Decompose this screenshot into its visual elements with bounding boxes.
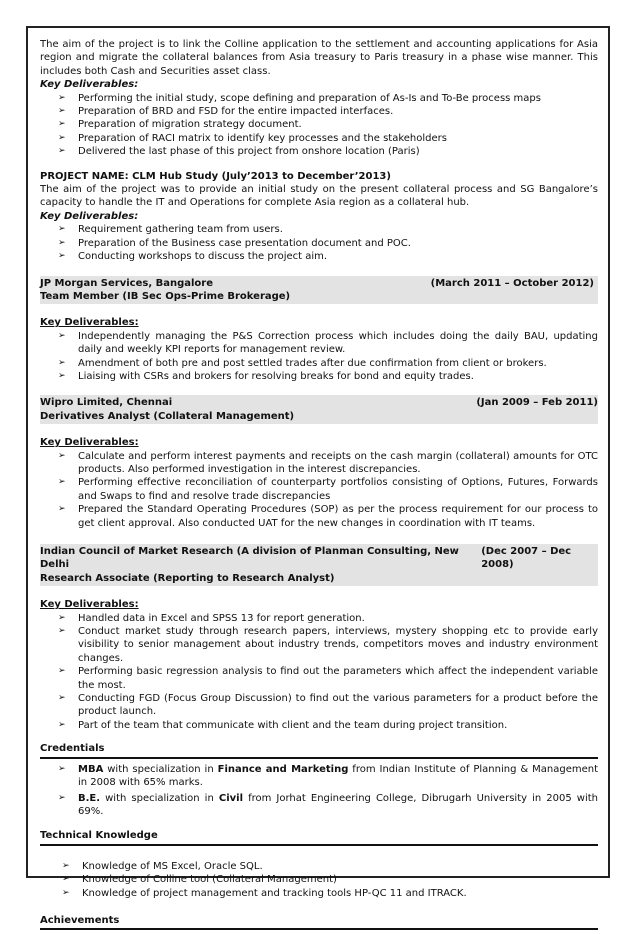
arrow-bullet-icon: ➢ [58, 92, 66, 103]
job-header-wipro [40, 395, 598, 424]
achievements-heading: Achievements [40, 914, 598, 930]
list-item: ➢ Requirement gathering team from users. [58, 224, 283, 236]
list-item: ➢ Handled data in Excel and SPSS 13 for report generation. [58, 612, 365, 624]
list-item: ➢ Delivered the last phase of this project from onshore location (Paris) [58, 146, 420, 158]
arrow-bullet-icon: ➢ [58, 612, 66, 623]
arrow-bullet-icon: ➢ [58, 251, 66, 262]
technical-list [40, 860, 598, 900]
arrow-bullet-icon: ➢ [58, 792, 66, 803]
arrow-bullet-icon: ➢ [58, 119, 66, 130]
arrow-bullet-icon: ➢ [62, 860, 70, 871]
list-item: ➢ Knowledge of Colline tool (Collateral Management) [62, 874, 337, 886]
key-deliverables-heading: Key Deliverables: [40, 437, 139, 449]
project-intro: The aim of the project is to link the Colline application to the settlement and accounting applications for Asia region and migrate the collateral balances from Asia treasury to Paris treasury in a phase wise manner. This includes both Cash and Securities asset class. [40, 39, 598, 77]
company-name: Indian Council of Market Research (A division of Planman Consulting, New Delhi [40, 546, 459, 571]
list-item: ➢ Prepared the Standard Operating Procedures (SOP) as per the process requirement for our process to get client approval. Also conducted UAT for the new changes in coordination with IT teams. [58, 504, 598, 529]
arrow-bullet-icon: ➢ [58, 626, 66, 637]
list-item: ➢ Performing basic regression analysis to find out the parameters which affect the independent variable the most. [58, 666, 598, 691]
list-item: ➢ Amendment of both pre and post settled trades after due confirmation from client or brokers. [58, 357, 547, 369]
arrow-bullet-icon: ➢ [58, 370, 66, 381]
list-item: ➢ Preparation of RACI matrix to identify key processes and the stakeholders [58, 132, 447, 144]
job-dates: (Dec 2007 – Dec 2008) [481, 546, 572, 571]
arrow-bullet-icon: ➢ [58, 763, 66, 774]
credentials-heading: Credentials [40, 742, 598, 758]
project2-description: The aim of the project was to provide an initial study on the present collateral process and SG Bangalore’s capacity to handle the IT and Operations for complete Asia region as a collateral hub. [40, 184, 598, 209]
arrow-bullet-icon: ➢ [58, 477, 66, 488]
company-name: JP Morgan Services, Bangalore [40, 277, 214, 289]
arrow-bullet-icon: ➢ [58, 504, 66, 515]
job3-deliverables [40, 612, 598, 733]
resume-content [40, 38, 598, 934]
list-item: ➢ Calculate and perform interest payments and receipts on the cash margin (collateral) amounts for OTC products. Also performed investigation in the interest discrepancies. [58, 450, 598, 475]
project1-deliverables [40, 92, 598, 159]
job2-deliverables [40, 450, 598, 530]
job-dates: (Jan 2009 – Feb 2011) [476, 397, 598, 409]
arrow-bullet-icon: ➢ [58, 224, 66, 235]
key-deliverables-label: Key Deliverables: [40, 210, 139, 222]
technical-knowledge-heading: Technical Knowledge [40, 829, 598, 845]
list-item: ➢ Conduct market study through research papers, interviews, mystery shopping etc to provide early visibility to senior management about industry trends, competitors moves and industry environment changes. [58, 626, 598, 664]
list-item: ➢ Preparation of BRD and FSD for the entire impacted interfaces. [58, 106, 394, 118]
arrow-bullet-icon: ➢ [58, 666, 66, 677]
job-role: Team Member (IB Sec Ops-Prime Brokerage) [40, 290, 291, 302]
list-item: ➢ Preparation of migration strategy document. [58, 119, 302, 131]
list-item: ➢ Conducting workshops to discuss the project aim. [58, 251, 328, 263]
job-role: Derivatives Analyst (Collateral Management) [40, 410, 295, 422]
arrow-bullet-icon: ➢ [58, 450, 66, 461]
credentials-list [40, 763, 598, 819]
list-item: ➢ Knowledge of MS Excel, Oracle SQL. [62, 860, 263, 872]
job-dates: (March 2011 – October 2012) [430, 277, 594, 289]
arrow-bullet-icon: ➢ [58, 719, 66, 730]
arrow-bullet-icon: ➢ [58, 357, 66, 368]
job1-deliverables [40, 330, 598, 384]
company-name: Wipro Limited, Chennai [40, 397, 173, 409]
project2-deliverables [40, 223, 598, 263]
key-deliverables-heading: Key Deliverables: [40, 599, 139, 611]
list-item: ➢ Liaising with CSRs and brokers for resolving breaks for bond and equity trades. [58, 370, 474, 382]
arrow-bullet-icon: ➢ [58, 132, 66, 143]
arrow-bullet-icon: ➢ [58, 693, 66, 704]
list-item: ➢ Performing effective reconciliation of counterparty portfolios consisting of Options, Futures, Forwards and Swaps to find and resolve trade discrepancies [58, 477, 598, 502]
arrow-bullet-icon: ➢ [58, 106, 66, 117]
list-item: ➢ Part of the team that communicate with client and the team during project transition. [58, 719, 508, 731]
job-role: Research Associate (Reporting to Research Analyst) [40, 572, 335, 584]
list-item: ➢ B.E. with specialization in Civil from Jorhat Engineering College, Dibrugarh University in 2005 with 69%. [58, 792, 599, 817]
job-header-jp-morgan [40, 276, 598, 305]
arrow-bullet-icon: ➢ [62, 887, 70, 898]
list-item: ➢ MBA with specialization in Finance and Marketing from Indian Institute of Planning & Management in 2008 with 65% marks. [58, 763, 598, 789]
key-deliverables-label: Key Deliverables: [40, 79, 139, 91]
list-item: ➢ Conducting FGD (Focus Group Discussion) to find out the various parameters for a product before the product launch. [58, 693, 598, 718]
list-item: ➢ Performing the initial study, scope defining and preparation of As-Is and To-Be process maps [58, 92, 541, 104]
key-deliverables-heading: Key Deliverables: [40, 317, 139, 329]
arrow-bullet-icon: ➢ [58, 237, 66, 248]
project2-title: PROJECT NAME: CLM Hub Study (July’2013 to December’2013) [40, 170, 391, 182]
list-item: ➢ Knowledge of project management and tracking tools HP-QC 11 and ITRACK. [62, 887, 467, 899]
arrow-bullet-icon: ➢ [62, 874, 70, 885]
list-item: ➢ Preparation of the Business case presentation document and POC. [58, 237, 411, 249]
arrow-bullet-icon: ➢ [58, 330, 66, 341]
arrow-bullet-icon: ➢ [58, 146, 66, 157]
job-header-icmr [40, 544, 598, 586]
list-item: ➢ Independently managing the P&S Correction process which includes doing the daily BAU, updating daily and weekly KPI reports for management review. [58, 330, 598, 356]
